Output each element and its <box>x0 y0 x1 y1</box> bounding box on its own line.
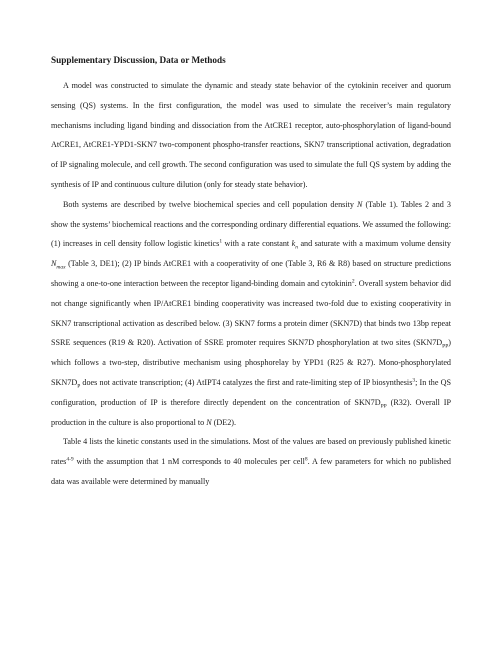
subscript-p: P <box>77 383 81 390</box>
paragraph-3 <box>51 432 451 491</box>
symbol-N: N <box>206 417 212 427</box>
symbol-N: N <box>356 199 363 209</box>
text-run: and saturate with a maximum volume density <box>298 239 451 249</box>
symbol-N: N <box>51 259 57 269</box>
text-run: ) which follows a two-step, distributive mechanism using phosphorelay by YPD1 (R25 & R27). Mono-phosphorylated SKN7D <box>51 338 451 387</box>
text-run: with the assumption that 1 nM corresponds to 40 molecules per cell <box>73 457 305 467</box>
citation-ref: 2 <box>351 278 355 285</box>
citation-ref: 8 <box>304 456 308 463</box>
citation-ref: 4-9 <box>66 456 74 463</box>
text-run: . Overall system behavior did not change significantly when IP/AtCRE1 binding cooperativity was increased two-fold due to existing cooperativity in SKN7 transcriptional activation as described below. (3) SKN7 forms a protein dimer (SKN7D) that binds two 13bp repeat SSRE sequences (R19 & R20). Activation of SSRE promoter requires SKN7D phosphorylation at two sites (SKN7D <box>51 278 451 348</box>
symbol-subscript: n <box>295 245 298 251</box>
paragraph-1: A model was constructed to simulate the dynamic and steady state behavior of the cytokinin receiver and quorum sensing (QS) systems. In the first configuration, the model was used to simulate the receiver’s main regulatory mechanisms including ligand binding and dissociation from the AtCRE1 receptor, auto-phosphorylation of ligand-bound AtCRE1, AtCRE1-YPD1-SKN7 two-component phospho-transfer reactions, SKN7 transcriptional activation, degradation of IP signaling molecule, and cell growth. The second configuration was used to simulate the full QS system by adding the synthesis of IP and continuous culture dilution (only for steady state behavior). <box>51 81 451 189</box>
text-run: (DE2). <box>211 417 237 427</box>
text-run: (Table 3, DE1); (2) IP binds AtCRE1 with a cooperativity of one (Table 3, R6 & R8) based on structure predictions showing a one-to-one interaction between the receptor ligand-binding domain and cytokinin <box>51 259 451 288</box>
symbol-subscript: max <box>56 264 66 271</box>
citation-ref: 1 <box>219 238 223 245</box>
text-run: . A few parameters for which no published data was available were determined by manually <box>51 457 451 486</box>
text-run: Table 4 lists the kinetic constants used in the simulations. Most of the values are based on previously published kinetic rates <box>51 437 451 467</box>
text-run: Both systems are described by twelve biochemical species and cell population density <box>63 199 357 209</box>
text-run: (Table 1). Tables 2 and 3 show the systems’ biochemical reactions and the corresponding ordinary differential equations. We assumed the following: (1) increases in cell density follow logistic kinetics <box>51 199 451 249</box>
symbol-k: k <box>291 239 296 249</box>
text-run: does not activate transcription; (4) AtIPT4 catalyzes the first and rate-limiting step of IP biosynthesis <box>80 377 413 387</box>
citation-ref: 3 <box>412 377 416 384</box>
document-page <box>51 54 451 492</box>
subscript-pp: PP <box>442 343 449 350</box>
paragraph-2 <box>51 195 451 433</box>
text-run: (R32). Overall IP production in the culture is also proportional to <box>51 397 451 427</box>
subscript-pp: PP <box>380 403 387 410</box>
section-heading: Supplementary Discussion, Data or Methods <box>51 55 226 65</box>
text-run: with a rate constant <box>222 239 292 249</box>
text-run: ; In the QS configuration, production of IP is therefore directly dependent on the concentration of SKN7D <box>51 377 451 407</box>
